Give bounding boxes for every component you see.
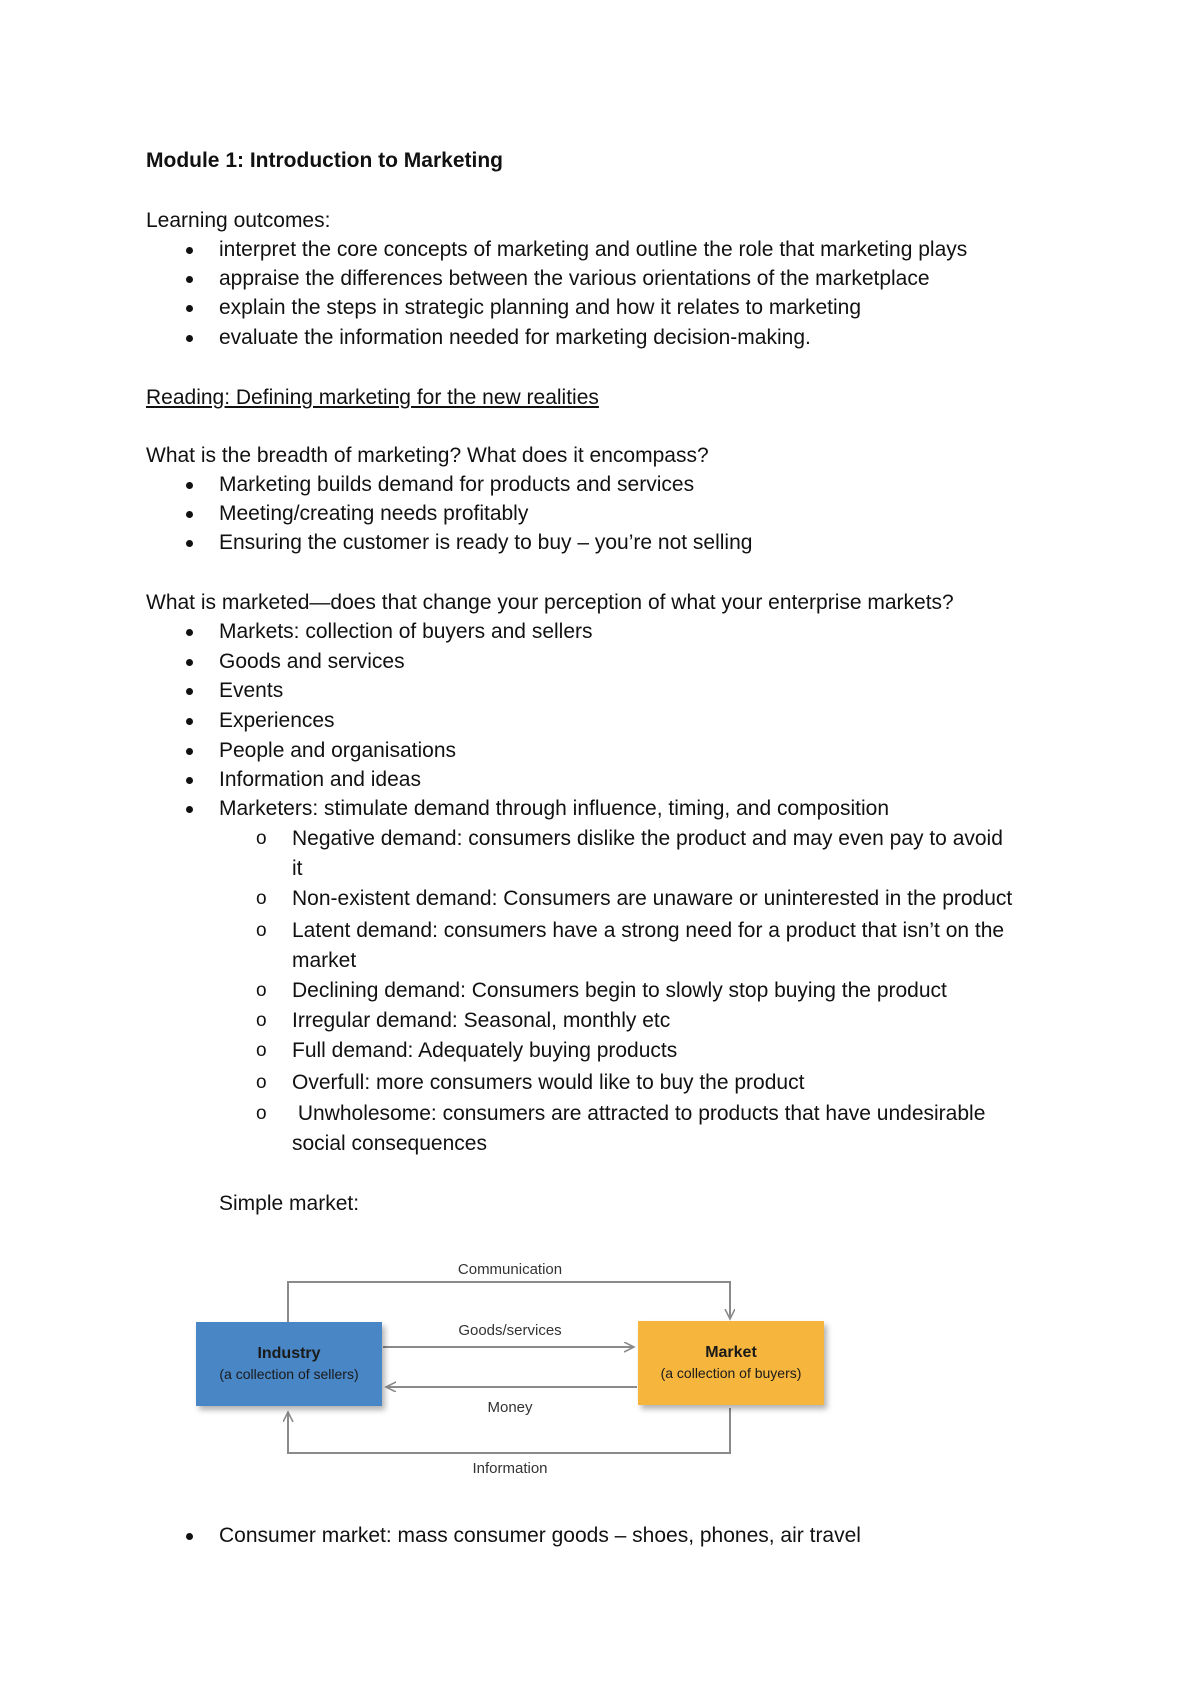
bullet-icon bbox=[186, 335, 193, 342]
marketed-question: What is marketed—does that change your perception of what your enterprise markets? bbox=[146, 591, 954, 614]
sub-bullet-icon: o bbox=[256, 1103, 267, 1124]
market-subtitle: (a collection of buyers) bbox=[660, 1365, 802, 1381]
industry-title: Industry bbox=[257, 1345, 321, 1362]
bullet-icon bbox=[186, 748, 193, 755]
list-item: interpret the core concepts of marketing and outline the role that marketing plays bbox=[219, 238, 968, 261]
list-item: Events bbox=[219, 679, 284, 702]
bullet-icon bbox=[186, 276, 193, 283]
sub-list-item: Irregular demand: Seasonal, monthly etc bbox=[292, 1009, 671, 1032]
list-item: Marketers: stimulate demand through influence, timing, and composition bbox=[219, 797, 890, 820]
goods-services-label: Goods/services bbox=[458, 1322, 562, 1339]
breadth-question: What is the breadth of marketing? What does it encompass? bbox=[146, 444, 709, 467]
simple-market-diagram bbox=[190, 1255, 850, 1490]
bullet-icon bbox=[186, 659, 193, 666]
market-box bbox=[638, 1321, 824, 1405]
sub-list-item: Unwholesome: consumers are attracted to products that have undesirable bbox=[292, 1102, 986, 1125]
list-item: Information and ideas bbox=[219, 768, 421, 791]
list-item: Marketing builds demand for products and services bbox=[219, 473, 695, 496]
sub-list-item-continued: it bbox=[292, 857, 303, 880]
learning-outcomes-heading: Learning outcomes: bbox=[146, 209, 331, 232]
bullet-icon bbox=[186, 482, 193, 489]
bullet-icon bbox=[186, 1533, 193, 1540]
sub-bullet-icon: o bbox=[256, 920, 267, 941]
sub-list-item: Negative demand: consumers dislike the product and may even pay to avoid bbox=[292, 827, 1003, 850]
list-item: Consumer market: mass consumer goods – shoes, phones, air travel bbox=[219, 1524, 861, 1547]
list-item: Experiences bbox=[219, 709, 335, 732]
sub-list-item: Declining demand: Consumers begin to slowly stop buying the product bbox=[292, 979, 947, 1002]
money-label: Money bbox=[487, 1399, 533, 1416]
list-item: Ensuring the customer is ready to buy – you’re not selling bbox=[219, 531, 753, 554]
reading-heading: Reading: Defining marketing for the new realities bbox=[146, 386, 599, 409]
bullet-icon bbox=[186, 305, 193, 312]
communication-arrow bbox=[288, 1282, 730, 1323]
information-label: Information bbox=[472, 1460, 548, 1477]
sub-list-item-continued: social consequences bbox=[292, 1132, 487, 1155]
list-item: People and organisations bbox=[219, 739, 457, 762]
sub-list-item: Non-existent demand: Consumers are unaware or uninterested in the product bbox=[292, 887, 1013, 910]
bullet-icon bbox=[186, 629, 193, 636]
simple-market-heading: Simple market: bbox=[219, 1192, 360, 1215]
sub-list-item: Latent demand: consumers have a strong need for a product that isn’t on the bbox=[292, 919, 1005, 942]
sub-bullet-icon: o bbox=[256, 1072, 267, 1093]
list-item: appraise the differences between the various orientations of the marketplace bbox=[219, 267, 930, 290]
bullet-icon bbox=[186, 688, 193, 695]
list-item: Goods and services bbox=[219, 650, 405, 673]
sub-list-item: Overfull: more consumers would like to buy the product bbox=[292, 1071, 805, 1094]
list-item: Meeting/creating needs profitably bbox=[219, 502, 529, 525]
list-item: evaluate the information needed for marketing decision-making. bbox=[219, 326, 811, 349]
market-title: Market bbox=[705, 1344, 757, 1361]
sub-bullet-icon: o bbox=[256, 888, 267, 909]
bullet-icon bbox=[186, 540, 193, 547]
sub-bullet-icon: o bbox=[256, 1040, 267, 1061]
industry-subtitle: (a collection of sellers) bbox=[219, 1366, 359, 1382]
page-title: Module 1: Introduction to Marketing bbox=[146, 149, 503, 172]
sub-list-item-continued: market bbox=[292, 949, 357, 972]
list-item: explain the steps in strategic planning and how it relates to marketing bbox=[219, 296, 862, 319]
sub-bullet-icon: o bbox=[256, 980, 267, 1001]
bullet-icon bbox=[186, 247, 193, 254]
communication-label: Communication bbox=[457, 1261, 563, 1278]
bullet-icon bbox=[186, 777, 193, 784]
sub-list-item: Full demand: Adequately buying products bbox=[292, 1039, 678, 1062]
industry-box bbox=[196, 1322, 382, 1406]
bullet-icon bbox=[186, 806, 193, 813]
list-item: Markets: collection of buyers and sellers bbox=[219, 620, 593, 643]
sub-bullet-icon: o bbox=[256, 828, 267, 849]
bullet-icon bbox=[186, 718, 193, 725]
bullet-icon bbox=[186, 511, 193, 518]
sub-bullet-icon: o bbox=[256, 1010, 267, 1031]
